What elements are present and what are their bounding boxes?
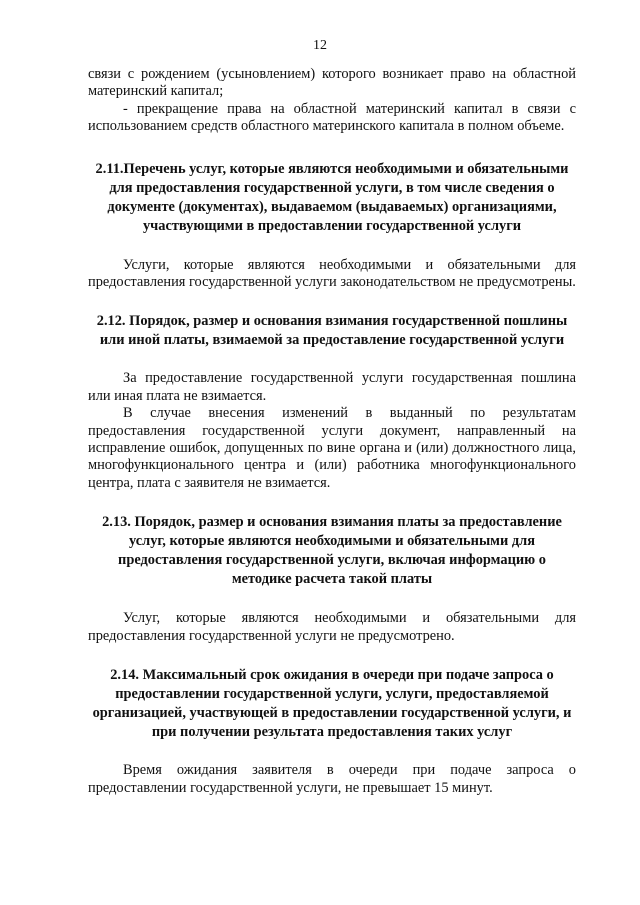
section-2-11-paragraph-1: Услуги, которые являются необходимыми и обязательными для предоставления государственной услуги законодательством не предусмотрены. — [88, 256, 576, 291]
section-2-13-heading: 2.13. Порядок, размер и основания взимания платы за предоставление услуг, которые являются необходимыми и обязательными для предоставления государственной услуги, включая информацию о методике расчета такой платы — [102, 514, 562, 588]
section-2-14-heading: 2.14. Максимальный срок ожидания в очереди при подаче запроса о предоставлении государственной услуги, услуги, предоставляемой организацией, участвующей в предоставлении государственной услуги, и при получении результата предоставления таких услуг — [92, 667, 572, 741]
section-2-12-heading: 2.12. Порядок, размер и основания взимания государственной пошлины или иной платы, взимаемой за предоставление государственной услуги — [96, 313, 568, 349]
section-2-12-paragraph-2: В случае внесения изменений в выданный по результатам предоставления государственной услуги документ, направленный на исправление ошибок, допущенных по вине органа и (или) должностного лица, многофункционального центра и (или) работника многофункционального центра, плата с заявителя не взимается. — [88, 405, 576, 491]
section-2-11-heading: 2.11.Перечень услуг, которые являются необходимыми и обязательными для предоставления государственной услуги, в том числе сведения о документе (документах), выдаваемом (выдаваемых) организациями, участвующими в предоставлении государственной услуги — [95, 160, 569, 234]
document-body — [88, 66, 576, 797]
intro-paragraph-2: - прекращение права на областной материнский капитал в связи с использованием средств областного материнского капитала в полном объеме. — [88, 100, 576, 135]
section-2-12-paragraph-1: За предоставление государственной услуги государственная пошлина или иная плата не взимается. — [88, 370, 576, 404]
section-2-14-paragraph-1: Время ожидания заявителя в очереди при подаче запроса о предоставлении государственной услуги, не превышает 15 минут. — [88, 762, 576, 796]
section-2-13-paragraph-1: Услуг, которые являются необходимыми и обязательными для предоставления государственной услуги не предусмотрено. — [88, 610, 576, 644]
page-number: 12 — [313, 38, 327, 53]
intro-paragraph-1: связи с рождением (усыновлением) которого возникает право на областной материнский капитал; — [88, 66, 576, 100]
